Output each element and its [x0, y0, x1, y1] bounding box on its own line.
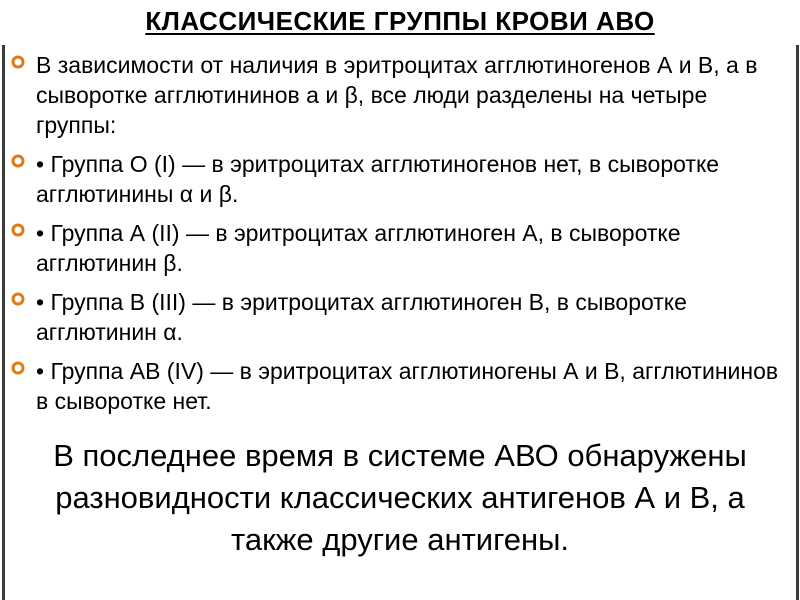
- list-item: [8, 218, 788, 278]
- slide-title: КЛАССИЧЕСКИЕ ГРУППЫ КРОВИ АВО: [145, 6, 655, 36]
- ring-bullet-icon: [10, 153, 26, 169]
- frame-left-border: [2, 45, 5, 600]
- ring-bullet-icon: [10, 360, 26, 376]
- footer-note: В последнее время в системе АВО обнаружены разновидности классических антигенов А и В, а также другие антигены.: [53, 438, 747, 557]
- list-item-text: • Группа В (III) — в эритроцитах агглютиноген В, в сыворотке агглютинин α.: [36, 289, 687, 345]
- list-item-text: • Группа А (II) — в эритроцитах агглютиноген А, в сыворотке агглютинин β.: [36, 220, 681, 276]
- ring-bullet-icon: [10, 54, 26, 70]
- ring-bullet-icon: [10, 291, 26, 307]
- list-item-text: • Группа АВ (IV) — в эритроцитах агглютиногены А и В, агглютининов в сыворотке нет.: [36, 358, 779, 414]
- frame-right-border: [796, 45, 799, 600]
- list-item-text: • Группа О (I) — в эритроцитах агглютиногенов нет, в сыворотке агглютинины α и β.: [36, 151, 720, 207]
- list-item: [8, 149, 788, 209]
- list-item: [8, 287, 788, 347]
- list-item: [8, 50, 788, 140]
- bullet-list: [8, 50, 788, 425]
- ring-bullet-icon: [10, 222, 26, 238]
- list-item: [8, 356, 788, 416]
- title-bar: [0, 0, 800, 44]
- list-item-text: В зависимости от наличия в эритроцитах агглютиногенов А и В, а в сыворотке агглютининов а и β, все люди разделены на четыре группы:: [36, 52, 758, 138]
